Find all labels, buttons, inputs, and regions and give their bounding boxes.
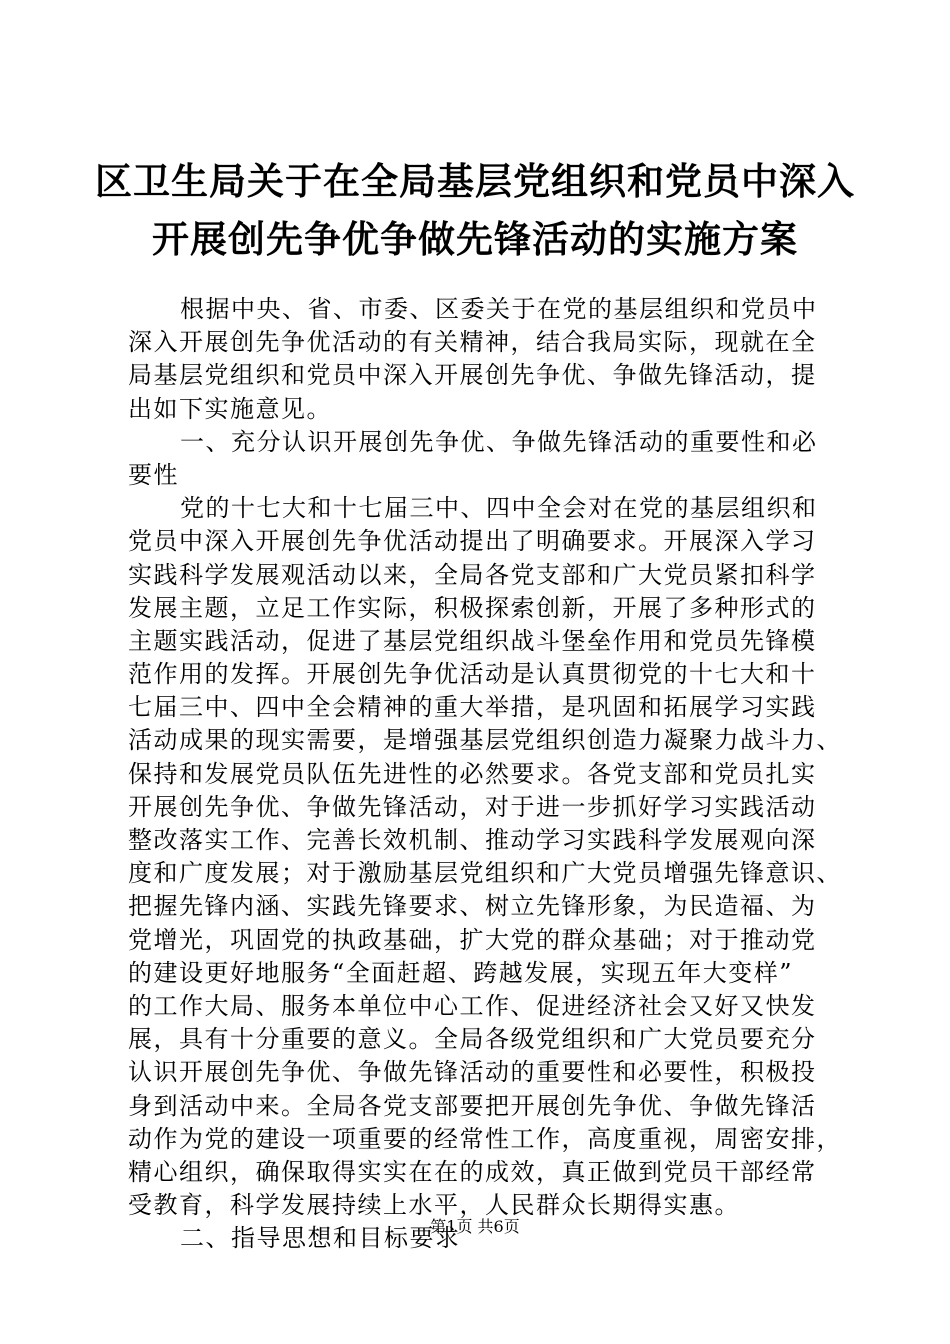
section-heading-line: 一、充分认识开展创先争优、争做先锋活动的重要性和必 xyxy=(180,427,818,456)
document-title-line-2: 开展创先争优争做先锋活动的实施方案 xyxy=(152,218,798,261)
body-line: 出如下实施意见。 xyxy=(128,394,332,423)
body-line: 党的十七大和十七届三中、四中全会对在党的基层组织和 xyxy=(180,494,818,523)
document-title-line-1: 区卫生局关于在全局基层党组织和党员中深入 xyxy=(95,160,855,203)
body-line: 范作用的发挥。开展创先争优活动是认真贯彻党的十七大和十 xyxy=(128,660,817,689)
body-line: 七届三中、四中全会精神的重大举措，是巩固和拓展学习实践 xyxy=(128,693,817,722)
body-line: 精心组织，确保取得实实在在的成效，真正做到党员干部经常 xyxy=(128,1157,817,1186)
body-line: 发展主题，立足工作实际，积极探索创新，开展了多种形式的 xyxy=(128,593,817,622)
body-line: 深入开展创先争优活动的有关精神，结合我局实际，现就在全 xyxy=(128,328,817,357)
page-number-footer: 第1页 共6页 xyxy=(430,1217,520,1236)
document-body xyxy=(128,293,842,1255)
body-line: 实践科学发展观活动以来，全局各党支部和广大党员紧扣科学 xyxy=(128,560,817,589)
body-line: 把握先锋内涵、实践先锋要求、树立先锋形象，为民造福、为 xyxy=(128,892,817,921)
body-line: 动作为党的建设一项重要的经常性工作，高度重视，周密安排， xyxy=(128,1124,842,1153)
body-line: 的工作大局、服务本单位中心工作、促进经济社会又好又快发 xyxy=(128,991,817,1020)
body-line: 的建设更好地服务“全面赶超、跨越发展，实现五年大变样” xyxy=(128,958,794,987)
section-heading-line: 二、指导思想和目标要求 xyxy=(180,1224,461,1253)
body-line: 主题实践活动，促进了基层党组织战斗堡垒作用和党员先锋模 xyxy=(128,626,817,655)
body-line: 活动成果的现实需要，是增强基层党组织创造力凝聚力战斗力、 xyxy=(128,726,842,755)
section-heading-line: 要性 xyxy=(128,460,179,489)
body-line: 受教育，科学发展持续上水平，人民群众长期得实惠。 xyxy=(128,1191,740,1220)
body-line: 认识开展创先争优、争做先锋活动的重要性和必要性，积极投 xyxy=(128,1058,817,1087)
body-line: 开展创先争优、争做先锋活动，对于进一步抓好学习实践活动 xyxy=(128,792,817,821)
body-line: 党员中深入开展创先争优活动提出了明确要求。开展深入学习 xyxy=(128,527,817,556)
body-line: 身到活动中来。全局各党支部要把开展创先争优、争做先锋活 xyxy=(128,1091,817,1120)
body-line: 党增光，巩固党的执政基础，扩大党的群众基础；对于推动党 xyxy=(128,925,817,954)
body-line: 根据中央、省、市委、区委关于在党的基层组织和党员中 xyxy=(180,295,818,323)
body-line: 保持和发展党员队伍先进性的必然要求。各党支部和党员扎实 xyxy=(128,759,817,788)
body-line: 整改落实工作、完善长效机制、推动学习实践科学发展观向深 xyxy=(128,826,817,854)
body-line: 展，具有十分重要的意义。全局各级党组织和广大党员要充分 xyxy=(128,1025,817,1054)
body-line: 度和广度发展；对于激励基层党组织和广大党员增强先锋意识、 xyxy=(128,859,842,888)
body-line: 局基层党组织和党员中深入开展创先争优、争做先锋活动，提 xyxy=(128,361,817,390)
